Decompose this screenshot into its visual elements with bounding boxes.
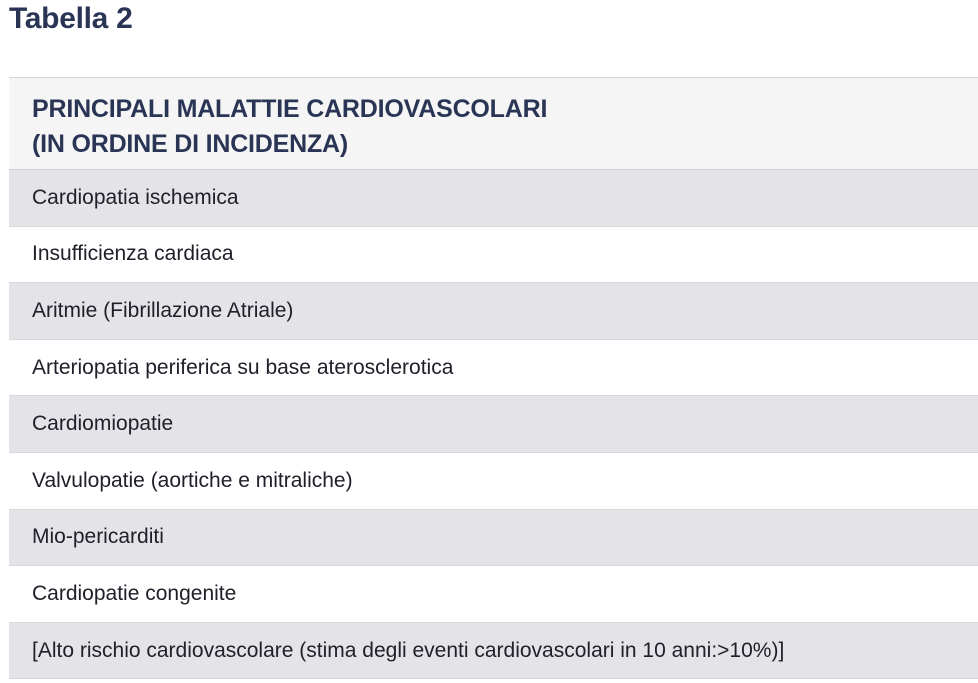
- table-row: Aritmie (Fibrillazione Atriale): [9, 283, 978, 340]
- table-header-line-2: (IN ORDINE DI INCIDENZA): [32, 130, 349, 158]
- table-row: Cardiopatie congenite: [9, 566, 978, 623]
- table-row: Valvulopatie (aortiche e mitraliche): [9, 453, 978, 510]
- table-row: Arteriopatia periferica su base aterosclerotica: [9, 340, 978, 397]
- table-row: [Alto rischio cardiovascolare (stima degli eventi cardiovascolari in 10 anni:>10%)]: [9, 623, 978, 680]
- table-row: Cardiomiopatie: [9, 396, 978, 453]
- table-row: Cardiopatia ischemica: [9, 170, 978, 227]
- page-title: Tabella 2: [9, 2, 133, 35]
- table-header-line-1: PRINCIPALI MALATTIE CARDIOVASCOLARI: [32, 95, 548, 123]
- table-header: [9, 78, 978, 170]
- table-row: Insufficienza cardiaca: [9, 227, 978, 284]
- diseases-table: [9, 77, 978, 679]
- table-row: Mio-pericarditi: [9, 510, 978, 567]
